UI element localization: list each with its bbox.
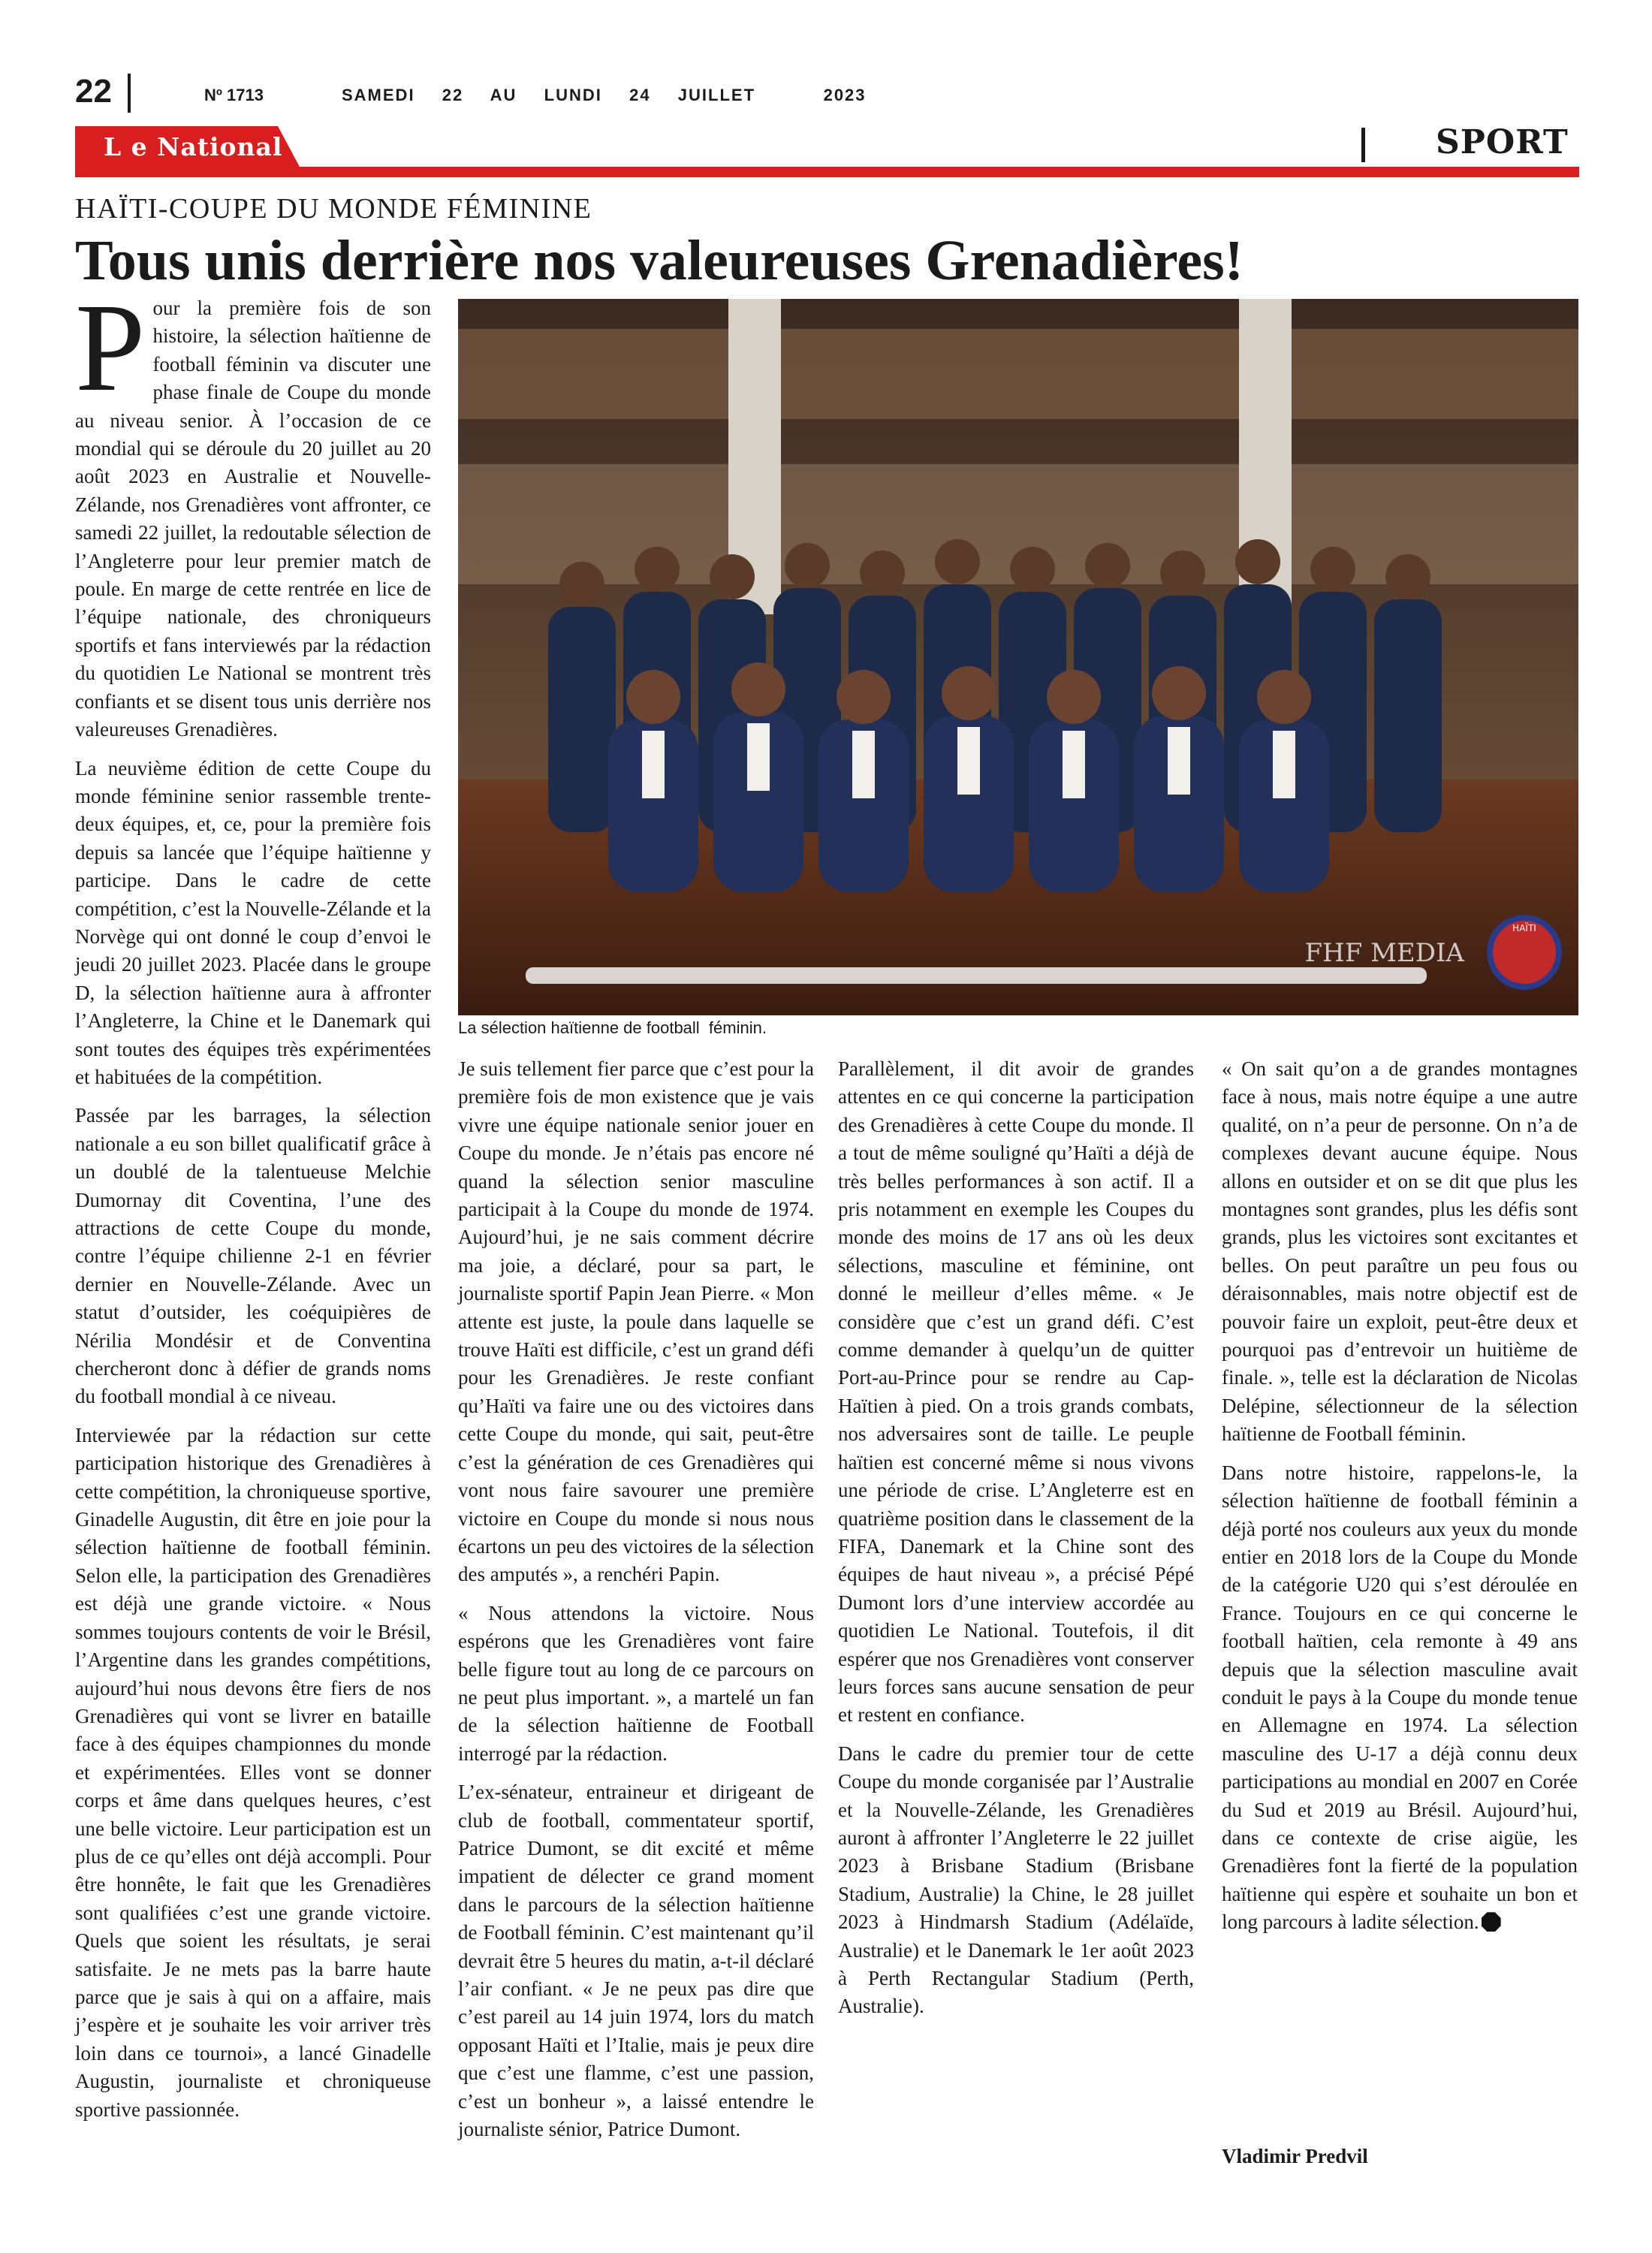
article-paragraph: Passée par les barrages, la sélection nationale a eu son billet qualificatif grâce à un doublé de la talentueuse Melchie Dumornay dit Coventina, l’une des attractions de cette Coupe du monde, contre l’équipe chilienne 2-1 en février dernier en Nouvelle-Zélande. Avec un statut d’outsider, les coéquipières de Nérilia Mondésir et de Conventina chercheront donc à défier de grands noms du football mondial à ce niveau. bbox=[75, 1104, 431, 1408]
article-kicker: HAÏTI-COUPE DU MONDE FÉMININE bbox=[75, 193, 592, 225]
issue-date: SAMEDI 22 AU LUNDI 24 JUILLET 2023 bbox=[342, 86, 867, 104]
article-paragraph: Dans le cadre du premier tour de cette Coupe du monde corganisée par l’Australie et la Nouvelle-Zélande, les Grenadières auront à affronter l’Angleterre le 22 juillet 2023 à Brisbane Stadium (Brisbane Stadium, Australie) la Chine, le 28 juillet 2023 à Hindmarsh Stadium (Adélaïde, Australie) et le Danemark le 1er août 2023 à Perth Rectangular Stadium (Perth, Australie). bbox=[838, 1742, 1194, 2018]
article-paragraph: Pour la première fois de son histoire, la sélection haïtienne de football féminin va discuter une phase finale de Coupe du monde au niveau senior. À l’occasion de ce mondial qui se déroule du 20 juillet au 20 août 2023 en Australie et Nouvelle-Zélande, nos Grenadières vont affronter, ce samedi 22 juillet, la redoutable sélection de l’Angleterre pour leur premier match de poule. En marge de cette rentrée en lice de l’équipe nationale, des chroniqueurs sportifs et fans interviewés par la rédaction du quotidien Le National se montrent très confiants et se disent tous unis derrière nos valeureuses Grenadières. bbox=[75, 278, 431, 741]
section-divider bbox=[1361, 128, 1365, 162]
section-label: SPORT bbox=[1436, 123, 1569, 161]
article-paragraph: Je suis tellement fier parce que c’est pour la première fois de mon existence que je vais vivre une équipe nationale senior jouer en Coupe du monde. Je n’étais pas encore né quand la sélection senior masculine participait à la Coupe du monde de 1974. Aujourd’hui, je ne sais comment décrire ma joie, a déclaré, pour sa part, le journaliste sportif Papin Jean Pierre. « Mon attente est juste, la poule dans laquelle se trouve Haïti est difficile, c’est un grand défi pour les Grenadières. Je reste confiant qu’Haïti va faire une ou des victoires dans cette Coupe du monde, qui sait, peut-être c’est la génération de ces Grenadières qui vont nous faire savourer une première victoire en Coupe du monde si nous nous écartons un peu des victoires de la sélection des amputés », a renchéri Papin. bbox=[458, 1057, 814, 1586]
issue-number: Nº 1713 bbox=[204, 86, 264, 104]
masthead-label: L e National bbox=[104, 132, 283, 161]
team-photo bbox=[458, 299, 1578, 1015]
badge-text: HAÏTI bbox=[1512, 923, 1536, 933]
drop-cap: P bbox=[75, 278, 146, 418]
end-of-article-icon bbox=[1482, 1912, 1501, 1932]
article-paragraph: Interviewée par la rédaction sur cette participation historique des Grenadières à cette compétition, la chroniqueuse sportive, Ginadelle Augustin, dit être en joie pour la sélection haïtienne de football féminin. Selon elle, la participation des Grenadières est déjà une grande victoire. « Nous sommes toujours contents de voir le Brésil, l’Argentine dans les grandes compétitions, aujourd’hui nous devons être fiers de nos Grenadières qui vont se livrer en bataille face à des équipes championnes du monde et expérimentées. Elles vont se donner corps et âme dans quelques heures, c’est une belle victoire. Leur participation est un plus de ce qu’elles ont déjà accompli. Pour être honnête, le fait que les Grenadières sont qualifiées c’est une grande victoire. Quels que soient les résultats, je serai satisfaite. Je ne mets pas la barre haute parce que je sais à qui on a affaire, mais j’espère et je souhaite les voir arriver très loin dans ce tournoi», a lancé Ginadelle Augustin, journaliste et chroniqueuse sportive passionnée. bbox=[75, 1423, 431, 2121]
article-paragraph: La neuvième édition de cette Coupe du monde féminine senior rassemble trente-deux équipes, et, ce, pour la première fois depuis sa lancée que l’équipe haïtienne y participe. Dans le cadre de cette compétition, c’est la Nouvelle-Zélande et la Norvège qui ont donné le coup d’envoi le jeudi 20 juillet 2023. Placée dans le groupe D, la sélection haïtienne aura à affronter l’Angleterre, la Chine et le Danemark qui sont toutes des équipes très expérimentées et habituées de la compétition. bbox=[75, 756, 431, 1088]
article-column-3 bbox=[838, 1055, 1194, 2031]
page-number-divider bbox=[128, 74, 131, 113]
header-rule bbox=[75, 167, 1579, 177]
article-headline: Tous unis derrière nos valeureuses Grenadières! bbox=[75, 229, 1244, 292]
article-author: Vladimir Predvil bbox=[1222, 2145, 1368, 2167]
article-column-2 bbox=[458, 1055, 814, 2154]
photo-caption: La sélection haïtienne de football féminin. bbox=[458, 1018, 767, 1037]
photo-watermark: FHF MEDIA bbox=[1304, 938, 1464, 968]
article-paragraph: L’ex-sénateur, entraineur et dirigeant de club de football, commentateur sportif, Patrice Dumont, se dit excité et même impatient de délecter ce grand moment dans le parcours de la sélection haïtienne de Football féminin. C’est maintenant qu’il devrait être 5 heures du matin, a-t-il déclaré l’air confiant. « Je ne peux pas dire que c’est pareil au 14 juin 1974, lors du match opposant Haïti et l’Italie, mais je peux dire que c’est une flamme, c’est une passion, c’est un bonheur », a laissé entendre le journaliste sénior, Patrice Dumont. bbox=[458, 1781, 814, 2141]
team-photo-illustration bbox=[458, 299, 1578, 1015]
article-column-1 bbox=[75, 278, 431, 2134]
article-paragraph: « On sait qu’on a de grandes montagnes face à nous, mais notre équipe a une autre qualité, on n’a peur de personne. On n’a de complexes devant aucune équipe. Nous allons en outsider et on se dit que plus les montagnes sont grandes, plus les défis sont grands, plus les victoires sont excitantes et belles. On peut paraître un peu fous ou déraisonnables, mais notre objectif est de pouvoir faire un exploit, peut-être deux et pourquoi pas d’entrevoir un huitième de finale. », telle est la déclaration de Nicolas Delépine, sélectionneur de la sélection haïtienne de Football féminin. bbox=[1222, 1057, 1578, 1446]
article-paragraph: Dans notre histoire, rappelons-le, la sélection haïtienne de football féminin a déjà porté nos couleurs aux yeux du monde entier en 2018 lors de la Coupe du Monde de la catégorie U20 qui s’est déroulée en France. Toujours en ce qui concerne le football haïtien, cela remonte à 49 ans depuis que la sélection masculine avait conduit le pays à la Coupe du monde tenue en Allemagne en 1974. La sélection masculine des U-17 a déjà connu deux participations au mondial en 2007 en Corée du Sud et 2019 au Brésil. Aujourd’hui, dans ce contexte de crise aigüe, les Grenadières font la fierté de la population haïtienne qui espère et souhaite un bon et long parcours à ladite sélection. bbox=[1222, 1461, 1578, 1934]
page-number: 22 bbox=[75, 73, 112, 110]
article-column-4 bbox=[1222, 1055, 1578, 1947]
article-paragraph: Parallèlement, il dit avoir de grandes attentes en ce qui concerne la participation des Grenadières à cette Coupe du monde. Il a tout de même souligné qu’Haïti a déjà de très belles performances à son actif. Il a pris notamment en exemple les Coupes du monde des moins de 17 ans où les deux sélections, masculine et féminine, ont donné le meilleur d’elles même. « Je considère que c’est un grand défi. C’est comme demander à quelqu’un de quitter Port-au-Prince pour se rendre au Cap-Haïtien à pied. On a trois grands combats, nos adversaires sont de taille. Le peuple haïtien est concerné même si nous vivons une période de crise. L’Angleterre est en quatrième position dans le classement de la FIFA, Danemark et la Chine sont des équipes de haut niveau », a précisé Pépé Dumont lors d’une interview accordée au quotidien Le National. Toutefois, il dit espérer que nos Grenadières vont conserver leurs forces sans aucune sensation de peur et restent en confiance. bbox=[838, 1057, 1194, 1727]
article-paragraph: « Nous attendons la victoire. Nous espérons que les Grenadières vont faire belle figure tout au long de ce parcours on ne peut plus important. », a martelé un fan de la sélection haïtienne de Football interrogé par la rédaction. bbox=[458, 1601, 814, 1765]
